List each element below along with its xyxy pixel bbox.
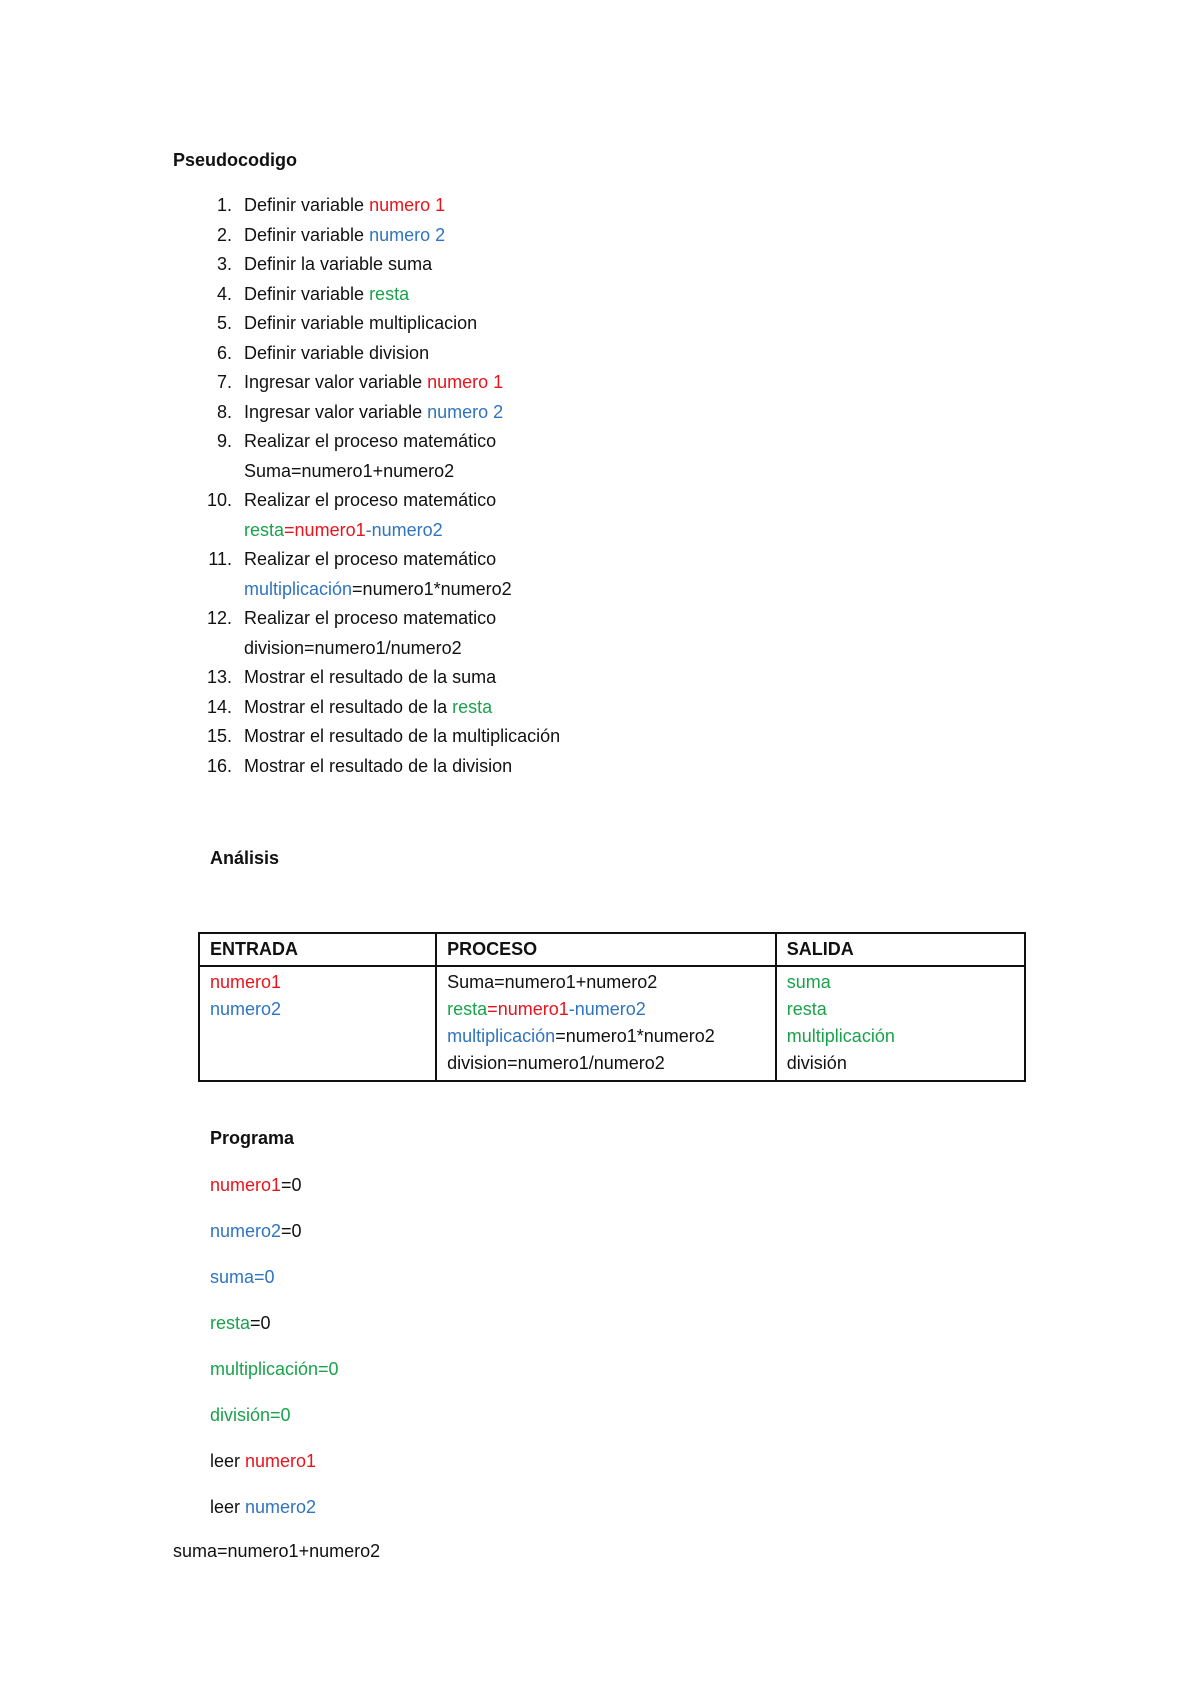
list-item — [196, 545, 1016, 604]
step-text: Realizar el proceso matemático — [244, 490, 497, 510]
step-text: Mostrar el resultado de la division — [244, 755, 513, 776]
list-item — [196, 604, 1016, 663]
code-line: multiplicación=0 — [210, 1359, 339, 1379]
list-item — [196, 486, 1016, 545]
code-variable: resta — [210, 1313, 251, 1333]
salida-multiplicacion: multiplicación — [786, 1026, 895, 1046]
step-number: 8. — [216, 401, 232, 422]
step-text: Definir la variable suma — [244, 254, 433, 274]
formula-rest: =numero1*numero2 — [352, 578, 512, 599]
step-variable: resta — [369, 283, 410, 304]
resta-minus: - — [568, 999, 575, 1019]
entrada-cell — [199, 966, 436, 1081]
formula-equals: = — [284, 519, 295, 540]
resta-numero2: numero2 — [574, 999, 646, 1019]
step-number: 14. — [206, 696, 232, 717]
code-line: división=0 — [210, 1405, 291, 1425]
code-line — [210, 1446, 339, 1492]
step-variable: numero 2 — [369, 224, 446, 245]
entrada-numero2: numero2 — [210, 999, 282, 1019]
list-item — [196, 339, 1016, 369]
code-line — [210, 1170, 339, 1216]
list-item — [196, 368, 1016, 398]
step-formula: division=numero1/numero2 — [244, 637, 462, 658]
code-line — [210, 1492, 339, 1538]
formula-multiplicacion: multiplicación — [244, 578, 353, 599]
proceso-resta — [447, 996, 765, 1023]
analysis-table — [198, 932, 1026, 1082]
step-text: Mostrar el resultado de la multiplicación — [244, 726, 561, 746]
step-text: Definir variable — [244, 195, 370, 215]
step-text: Realizar el proceso matemático — [244, 549, 497, 569]
step-formula — [244, 575, 1016, 605]
step-number: 10. — [206, 490, 232, 510]
column-header-salida: SALIDA — [776, 933, 1025, 966]
table-row — [199, 966, 1025, 1081]
code-variable: numero2 — [210, 1221, 282, 1241]
code-line — [210, 1216, 339, 1262]
step-variable: numero 1 — [427, 372, 504, 392]
salida-cell — [776, 966, 1025, 1081]
entrada-numero1: numero1 — [210, 972, 282, 992]
code-line: suma=0 — [210, 1267, 275, 1287]
step-number: 12. — [206, 608, 232, 628]
column-header-entrada: ENTRADA — [199, 933, 436, 966]
step-formula — [244, 516, 1016, 546]
step-text: Definir variable division — [244, 342, 430, 363]
salida-division: división — [786, 1053, 847, 1073]
step-number: 9. — [216, 431, 232, 451]
mult-rest: =numero1*numero2 — [555, 1026, 715, 1046]
proceso-suma: Suma=numero1+numero2 — [447, 972, 658, 992]
step-number: 11. — [208, 549, 232, 569]
list-item — [196, 250, 1016, 280]
step-variable: numero 1 — [369, 195, 446, 215]
step-variable: numero 2 — [427, 401, 504, 422]
step-text: Realizar el proceso matemático — [244, 431, 497, 451]
pseudocode-list — [196, 191, 1016, 781]
proceso-division: division=numero1/numero2 — [447, 1053, 665, 1073]
step-number: 2. — [216, 224, 232, 245]
step-number: 4. — [216, 283, 232, 304]
step-number: 16. — [206, 755, 232, 776]
mult-var: multiplicación — [447, 1026, 556, 1046]
list-item — [196, 693, 1016, 723]
list-item — [196, 752, 1016, 782]
code-assign: =0 — [281, 1221, 302, 1241]
list-item — [196, 191, 1016, 221]
code-assign: =0 — [250, 1313, 271, 1333]
analysis-heading: Análisis — [210, 848, 280, 868]
step-formula: Suma=numero1+numero2 — [244, 460, 455, 481]
step-number: 6. — [216, 342, 232, 363]
step-text: Realizar el proceso matematico — [244, 608, 497, 628]
code-line — [210, 1308, 339, 1354]
code-variable: numero1 — [210, 1175, 282, 1195]
resta-equals: = — [487, 999, 498, 1019]
step-text: Ingresar valor variable — [244, 401, 428, 422]
step-text: Mostrar el resultado de la — [244, 696, 453, 717]
code-assign: =0 — [281, 1175, 302, 1195]
proceso-multiplicacion — [447, 1023, 765, 1050]
list-item — [196, 280, 1016, 310]
resta-numero1: numero1 — [497, 999, 569, 1019]
step-number: 15. — [206, 726, 232, 746]
step-number: 13. — [206, 667, 232, 687]
step-text: Definir variable — [244, 224, 370, 245]
formula-minus: - — [365, 519, 372, 540]
step-text: Definir variable multiplicacion — [244, 313, 478, 333]
code-line-suma: suma=numero1+numero2 — [173, 1541, 381, 1561]
salida-suma: suma — [786, 972, 831, 992]
code-keyword: leer — [210, 1451, 246, 1471]
list-item — [196, 398, 1016, 428]
salida-resta: resta — [786, 999, 827, 1019]
proceso-cell — [436, 966, 776, 1081]
step-number: 3. — [216, 254, 232, 274]
step-text: Ingresar valor variable — [244, 372, 428, 392]
step-number: 7. — [216, 372, 232, 392]
code-keyword: leer — [210, 1497, 246, 1517]
program-code — [210, 1170, 339, 1538]
list-item — [196, 309, 1016, 339]
step-number: 1. — [216, 195, 232, 215]
step-text: Mostrar el resultado de la suma — [244, 667, 497, 687]
resta-var: resta — [447, 999, 488, 1019]
formula-numero1: numero1 — [294, 519, 366, 540]
code-variable: numero2 — [245, 1497, 317, 1517]
column-header-proceso: PROCESO — [436, 933, 776, 966]
list-item — [196, 427, 1016, 486]
program-heading: Programa — [210, 1128, 295, 1148]
list-item — [196, 722, 1016, 752]
list-item — [196, 221, 1016, 251]
formula-numero2: numero2 — [371, 519, 443, 540]
table-header-row — [199, 933, 1025, 966]
step-text: Definir variable — [244, 283, 370, 304]
step-number: 5. — [216, 313, 232, 333]
list-item — [196, 663, 1016, 693]
step-variable: resta — [452, 696, 493, 717]
code-variable: numero1 — [245, 1451, 317, 1471]
formula-resta: resta — [244, 519, 285, 540]
pseudocode-heading: Pseudocodigo — [173, 150, 298, 170]
